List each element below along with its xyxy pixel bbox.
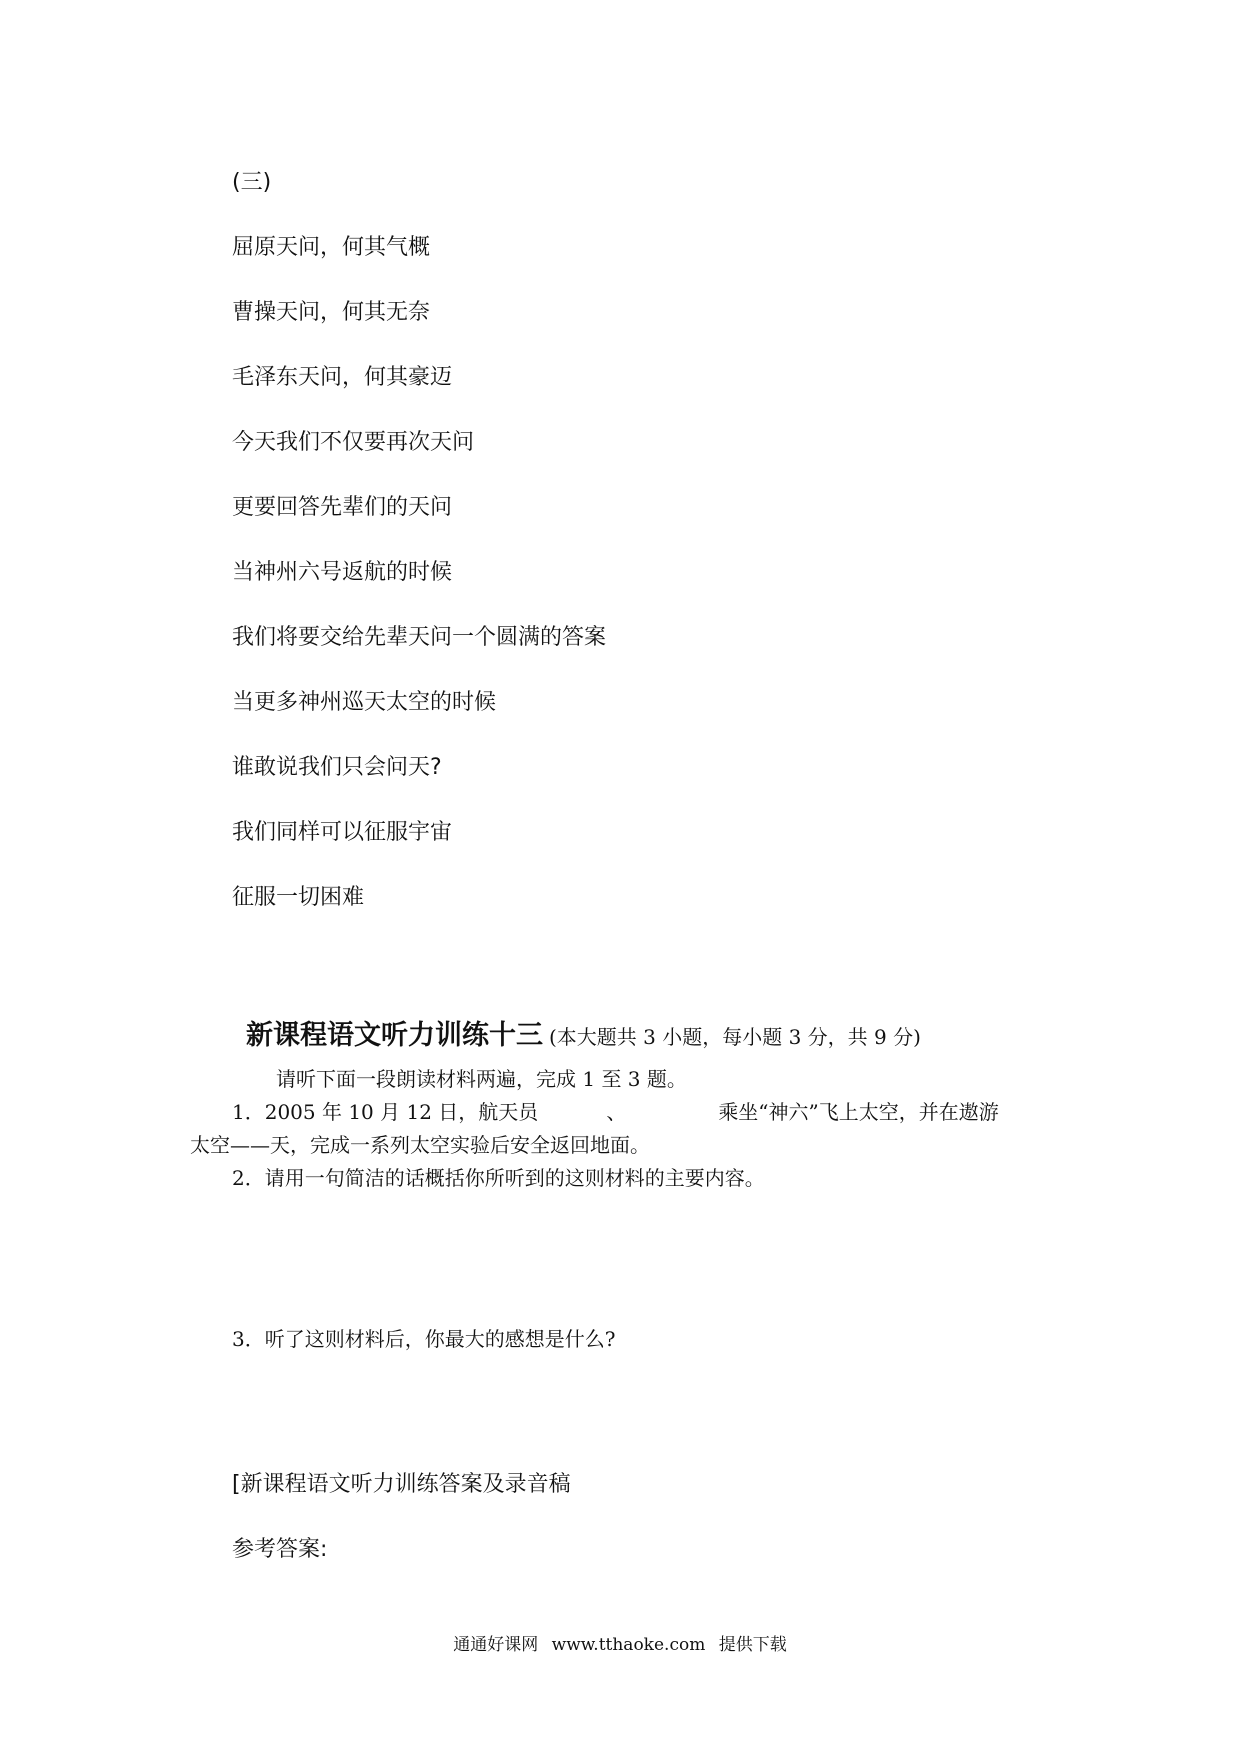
poem-line: 更要回答先辈们的天问: [232, 495, 453, 520]
poem-line: 曹操天问，何其无奈: [232, 300, 431, 325]
footer-site-name: 通通好课网: [453, 1635, 539, 1655]
question-1-text-start: 1．2005 年 10 月 12 日，航天员: [232, 1100, 539, 1124]
poem-line: 谁敢说我们只会问天?: [232, 755, 442, 780]
page-footer: [0, 1632, 1240, 1658]
poem-line: 当更多神州巡天太空的时候: [232, 690, 497, 715]
exercise-title-main: 新课程语文听力训练十三: [246, 1020, 543, 1051]
poem-heading: (三): [232, 170, 272, 195]
question-1: [232, 1097, 999, 1127]
poem-line: 毛泽东天问，何其豪迈: [232, 365, 453, 390]
answers-reference-label: 参考答案:: [232, 1537, 328, 1562]
question-1-text-end: 乘坐“神六”飞上太空，并在遨游: [718, 1100, 999, 1124]
poem-line: 屈原天问，何其气概: [232, 235, 431, 260]
exercise-title: [246, 1016, 921, 1060]
footer-download: 提供下载: [718, 1635, 787, 1655]
poem-line: 我们同样可以征服宇宙: [232, 820, 453, 845]
poem-line: 当神州六号返航的时候: [232, 560, 453, 585]
question-1-separator: 、: [606, 1100, 627, 1124]
question-2: 2．请用一句简洁的话概括你所听到的这则材料的主要内容。: [232, 1166, 765, 1190]
poem-line: 今天我们不仅要再次天问: [232, 430, 475, 455]
exercise-title-subtitle: (本大题共 3 小题，每小题 3 分，共 9 分): [549, 1025, 921, 1049]
exercise-instruction: 请听下面一段朗读材料两遍，完成 1 至 3 题。: [276, 1067, 687, 1091]
question-1-continuation: 太空——天，完成一系列太空实验后安全返回地面。: [190, 1133, 650, 1157]
poem-line: 征服一切困难: [232, 885, 365, 910]
footer-url: www.tthaoke.com: [551, 1635, 706, 1655]
poem-line: 我们将要交给先辈天问一个圆满的答案: [232, 625, 607, 650]
answers-heading: [新课程语文听力训练答案及录音稿: [232, 1472, 571, 1497]
question-3: 3．听了这则材料后，你最大的感想是什么?: [232, 1327, 616, 1351]
